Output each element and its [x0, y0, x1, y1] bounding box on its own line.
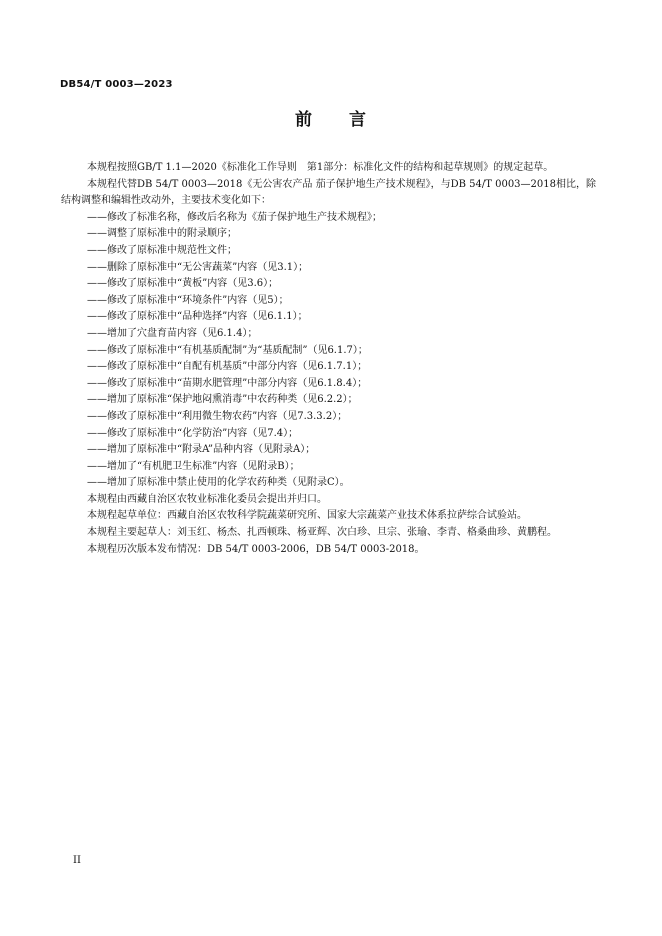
- list-item: ——增加了原标准中“附录A”品种内容（见附录A）；: [87, 444, 316, 456]
- list-item: ——增加了穴盘育苗内容（见6.1.4）；: [87, 327, 258, 339]
- list-item: ——增加了“有机肥卫生标准”内容（见附录B）；: [87, 460, 300, 472]
- paragraph-version-history: 本规程历次版本发布情况：DB 54/T 0003-2006，DB 54/T 0003-2018。: [87, 543, 425, 555]
- paragraph-proposer: 本规程由西藏自治区农牧业标准化委员会提出并归口。: [87, 493, 327, 505]
- list-item: ——修改了原标准中“品种选择”内容（见6.1.1）；: [87, 311, 308, 323]
- list-item: ——修改了原标准中“黄板”内容（见3.6）；: [87, 278, 279, 290]
- document-code: DB54/T 0003—2023: [60, 79, 173, 90]
- list-item: ——修改了原标准中“化学防治”内容（见7.4）；: [87, 427, 299, 439]
- paragraph-replacement: 本规程代替DB 54/T 0003—2018《无公害农产品 茄子保护地生产技术规程》，与DB 54/T 0003—2018相比，除结构调整和编辑性改动外，主要技术变化如下：: [61, 178, 596, 207]
- list-item: ——修改了原标准中“利用微生物农药”内容（见7.3.3.2）；: [87, 410, 348, 422]
- paragraph-drafters: 本规程主要起草人：刘玉红、杨杰、扎西顿珠、杨亚辉、次白珍、旦宗、张瑜、李青、格桑曲珍、黄鹏程。: [87, 527, 557, 539]
- foreword-body: [61, 160, 596, 558]
- page-number: II: [73, 855, 81, 866]
- paragraph-drafting-basis: 本规程按照GB/T 1.1—2020《标准化工作导则 第1部分：标准化文件的结构和起草规则》的规定起草。: [87, 162, 554, 173]
- change-list: [61, 210, 596, 492]
- list-item: ——修改了原标准中“自配有机基质”中部分内容（见6.1.7.1）；: [87, 361, 368, 373]
- title-char-1: 前: [295, 110, 313, 130]
- list-item: ——修改了标准名称，修改后名称为《茄子保护地生产技术规程》；: [87, 211, 382, 223]
- title-char-2: 言: [349, 110, 367, 130]
- list-item: ——修改了原标准中“有机基质配制”为“基质配制”（见6.1.7）；: [87, 344, 368, 356]
- page-title: [0, 105, 662, 130]
- list-item: ——调整了原标准中的附录顺序；: [87, 228, 237, 240]
- list-item: ——修改了原标准中“苗期水肥管理”中部分内容（见6.1.8.4）；: [87, 377, 368, 389]
- list-item: ——修改了原标准中规范性文件；: [87, 244, 237, 256]
- paragraph-drafting-units: 本规程起草单位：西藏自治区农牧科学院蔬菜研究所、国家大宗蔬菜产业技术体系拉萨综合试验站。: [87, 510, 527, 522]
- list-item: ——修改了原标准中“环境条件”内容（见5）；: [87, 294, 289, 306]
- list-item: ——删除了原标准中“无公害蔬菜”内容（见3.1）；: [87, 261, 309, 273]
- list-item: ——增加了原标准中禁止使用的化学农药种类（见附录C）。: [87, 477, 350, 489]
- list-item: ——增加了原标准“保护地闷熏消毒”中农药种类（见6.2.2）；: [87, 394, 358, 406]
